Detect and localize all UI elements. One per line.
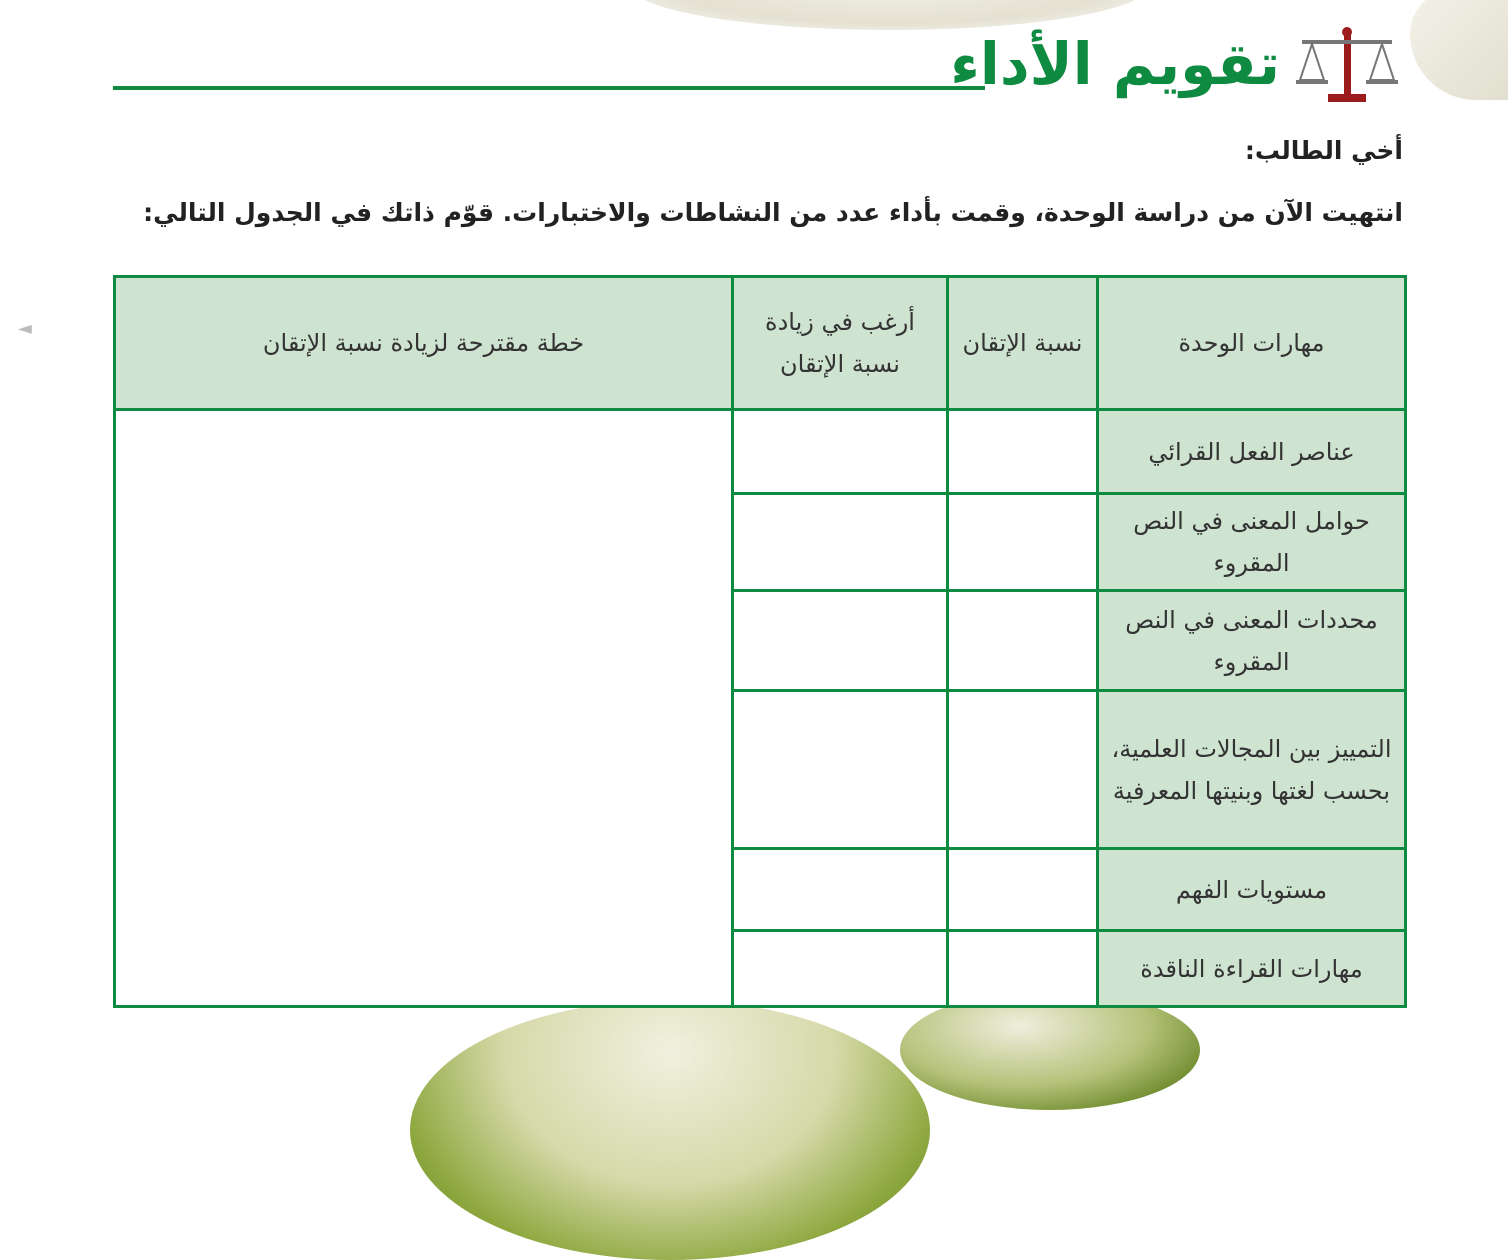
header-mastery-percentage: نسبة الإتقان bbox=[948, 277, 1098, 410]
skill-cell: عناصر الفعل القرائي bbox=[1098, 410, 1406, 494]
background-decoration-top-right bbox=[1410, 0, 1508, 100]
wish-cell[interactable] bbox=[733, 931, 948, 1007]
self-evaluation-table bbox=[113, 275, 1407, 1008]
background-decoration-top bbox=[630, 0, 1150, 30]
wish-cell[interactable] bbox=[733, 494, 948, 591]
mastery-cell[interactable] bbox=[948, 931, 1098, 1007]
plan-cell[interactable] bbox=[115, 410, 733, 1007]
background-fruit-image bbox=[410, 1000, 930, 1260]
wish-cell[interactable] bbox=[733, 849, 948, 931]
skill-cell: محددات المعنى في النص المقروء bbox=[1098, 591, 1406, 691]
skill-cell: مستويات الفهم bbox=[1098, 849, 1406, 931]
skill-cell: حوامل المعنى في النص المقروء bbox=[1098, 494, 1406, 591]
skill-cell: التمييز بين المجالات العلمية، بحسب لغتها وبنيتها المعرفية bbox=[1098, 691, 1406, 849]
background-fruit-image-2 bbox=[900, 990, 1200, 1110]
wish-cell[interactable] bbox=[733, 591, 948, 691]
wish-cell[interactable] bbox=[733, 410, 948, 494]
table-row bbox=[115, 410, 1406, 494]
section-title: تقويم الأداء bbox=[950, 30, 1280, 98]
wish-cell[interactable] bbox=[733, 691, 948, 849]
mastery-cell[interactable] bbox=[948, 691, 1098, 849]
header-wish-to-increase: أرغب في زيادة نسبة الإتقان bbox=[733, 277, 948, 410]
instruction-text: انتهيت الآن من دراسة الوحدة، وقمت بأداء عدد من النشاطات والاختبارات. قوّم ذاتك في الجدول التالي: bbox=[143, 198, 1403, 227]
table-header-row bbox=[115, 277, 1406, 410]
scales-icon bbox=[1292, 26, 1402, 108]
mastery-cell[interactable] bbox=[948, 494, 1098, 591]
header-rule bbox=[113, 86, 985, 90]
skill-cell: مهارات القراءة الناقدة bbox=[1098, 931, 1406, 1007]
mastery-cell[interactable] bbox=[948, 410, 1098, 494]
mastery-cell[interactable] bbox=[948, 849, 1098, 931]
greeting-text: أخي الطالب: bbox=[1244, 136, 1403, 165]
header-unit-skills: مهارات الوحدة bbox=[1098, 277, 1406, 410]
mastery-cell[interactable] bbox=[948, 591, 1098, 691]
header-suggested-plan: خطة مقترحة لزيادة نسبة الإتقان bbox=[115, 277, 733, 410]
margin-mark: ◄ bbox=[18, 318, 32, 339]
